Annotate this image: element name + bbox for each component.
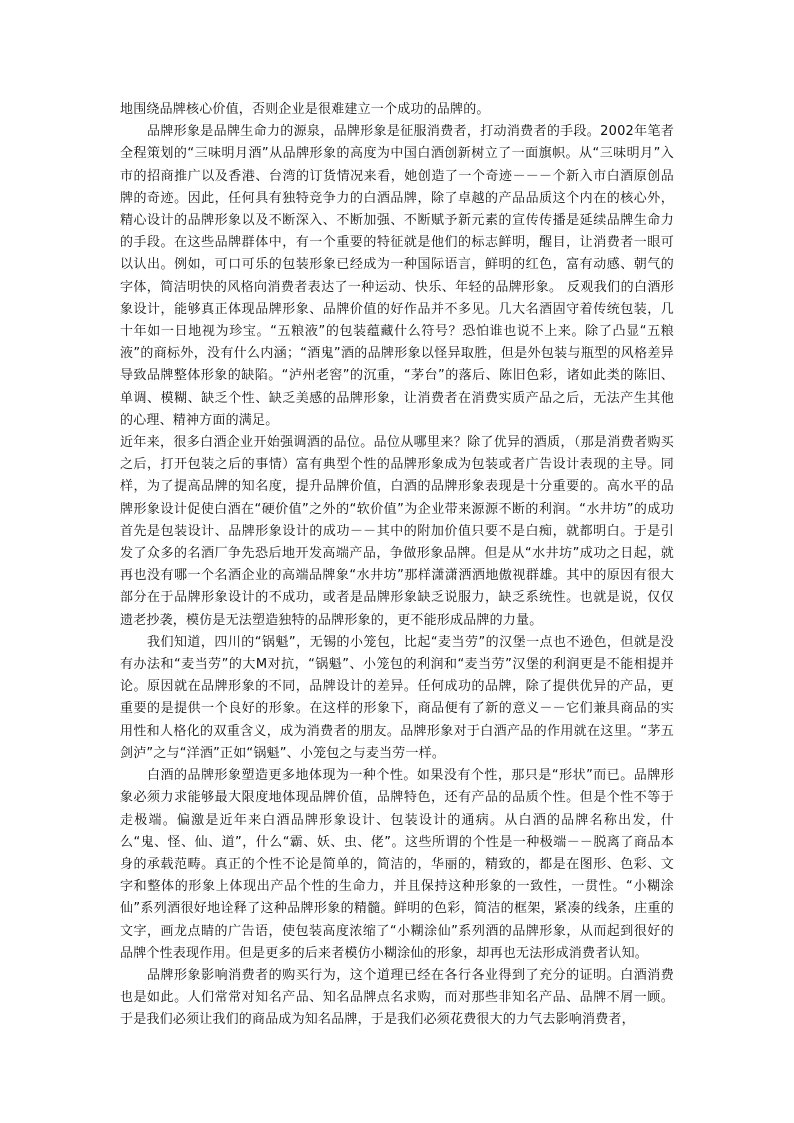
paragraph-1: 地围绕品牌核心价值，否则企业是很难建立一个成功的品牌的。 — [120, 102, 490, 117]
paragraph-2: 品牌形象是品牌生命力的源泉，品牌形象是征服消费者，打动消费者的手段。2002年笔者全程策划的“三味明月酒”从品牌形象的高度为中国白酒创新树立了一面旗帜。从“三味明月”入市的招商推广以及香港、台湾的订货情况来看，她创造了一个奇迹－－－个新入市白酒原创品牌的奇迹。因此，任何具有独特竞争力的白酒品牌，除了卓越的产品品质这个内在的核心外，精心设计的品牌形象以及不断深入、不断加强、不断赋予新元素的宣传传播是延续品牌生命力的手段。在这些品牌群体中，有一个重要的特征就是他们的标志鲜明，醒目，让消费者一眼可以认出。例如，可口可乐的包装形象已经成为一种国际语言，鲜明的红色，富有动感、朝气的字体，简洁明快的风格向消费者表达了一种运动、快乐、年轻的品牌形象。 反观我们的白酒形象设计，能够真正体现品牌形象、品牌价值的好作品并不多见。几大名酒固守着传统包装，几十年如一日地视为珍宝。“五粮液”的包装蕴藏什么符号？恐怕谁也说不上来。除了凸显“五粮液”的商标外，没有什么内涵；“酒鬼”酒的品牌形象以怪异取胜，但是外包装与瓶型的风格差异导致品牌整体形象的缺陷。“泸州老窖”的沉重，“茅台”的落后、陈旧色彩，诸如此类的陈旧、单调、模糊、缺乏个性、缺乏美感的品牌形象，让消费者在消费实质产品之后，无法产生其他的心理、精神方面的满足。 — [120, 124, 674, 428]
paragraph-4: 我们知道，四川的“锅魁”，无锡的小笼包，比起“麦当劳”的汉堡一点也不逊色，但就是没有办法和“麦当劳”的大M对抗，“锅魁”、小笼包的利润和“麦当劳”汉堡的利润更是不能相提并论。原因就在品牌形象的不同，品牌设计的差异。任何成功的品牌，除了提供优异的产品，更重要的是提供一个良好的形象。在这样的形象下，商品便有了新的意义－－它们兼具商品的实用性和人格化的双重含义，成为消费者的朋友。品牌形象对于白酒产品的作用就在这里。“茅五剑泸”之与“洋酒”正如“锅魁”、小笼包之与麦当劳一样。 — [120, 634, 674, 761]
paragraph-3: 近年来，很多白酒企业开始强调酒的品位。品位从哪里来？除了优异的酒质，（那是消费者购买之后，打开包装之后的事情）富有典型个性的品牌形象成为包装或者广告设计表现的主导。同样，为了提高品牌的知名度，提升品牌价值，白酒的品牌形象表现是十分重要的。高水平的品牌形象设计促使白酒在“硬价值”之外的“软价值”为企业带来源源不断的利润。“水井坊”的成功首先是包装设计、品牌形象设计的成功－－其中的附加价值只要不是白痴，就都明白。于是引发了众多的名酒厂争先恐后地开发高端产品，争做形象品牌。但是从“水井坊”成功之日起，就再也没有哪一个名酒企业的高端品牌象“水井坊”那样潇潇洒洒地傲视群雄。其中的原因有很大部分在于品牌形象设计的不成功，或者是品牌形象缺乏说服力，缺乏系统性。也就是说，仅仅遗老抄袭，模仿是无法塑造独特的品牌形象的，更不能形成品牌的力量。 — [120, 435, 674, 628]
paragraph-6: 品牌形象影响消费者的购买行为，这个道理已经在各行各业得到了充分的证明。白酒消费也是如此。人们常常对知名产品、知名品牌点名求购，而对那些非知名产品、品牌不屑一顾。于是我们必须让我们的商品成为知名品牌，于是我们必须花费很大的力气去影响消费者， — [120, 967, 674, 1028]
document-page — [120, 99, 674, 1032]
paragraph-5: 白酒的品牌形象塑造更多地体现为一种个性。如果没有个性，那只是“形状”而已。品牌形象必须力求能够最大限度地体现品牌价值，品牌特色，还有产品的品质个性。但是个性不等于走极端。偏激是近年来白酒品牌形象设计、包装设计的通病。从白酒的品牌名称出发，什么“鬼、怪、仙、道”，什么“霸、妖、虫、佬”。这些所谓的个性是一种极端－－脱离了商品本身的承载范畴。真正的个性不论是简单的，简洁的，华丽的，精致的，都是在图形、色彩、文字和整体的形象上体现出产品个性的生命力，并且保持这种形象的一致性，一贯性。“小糊涂仙”系列酒很好地诠释了这种品牌形象的精髓。鲜明的色彩，简洁的框架，紧凑的线条，庄重的文字，画龙点睛的广告语，使包装高度浓缩了“小糊涂仙”系列酒的品牌形象，从而起到很好的品牌个性表现作用。但是更多的后来者模仿小糊涂仙的形象，却再也无法形成消费者认知。 — [120, 768, 674, 961]
